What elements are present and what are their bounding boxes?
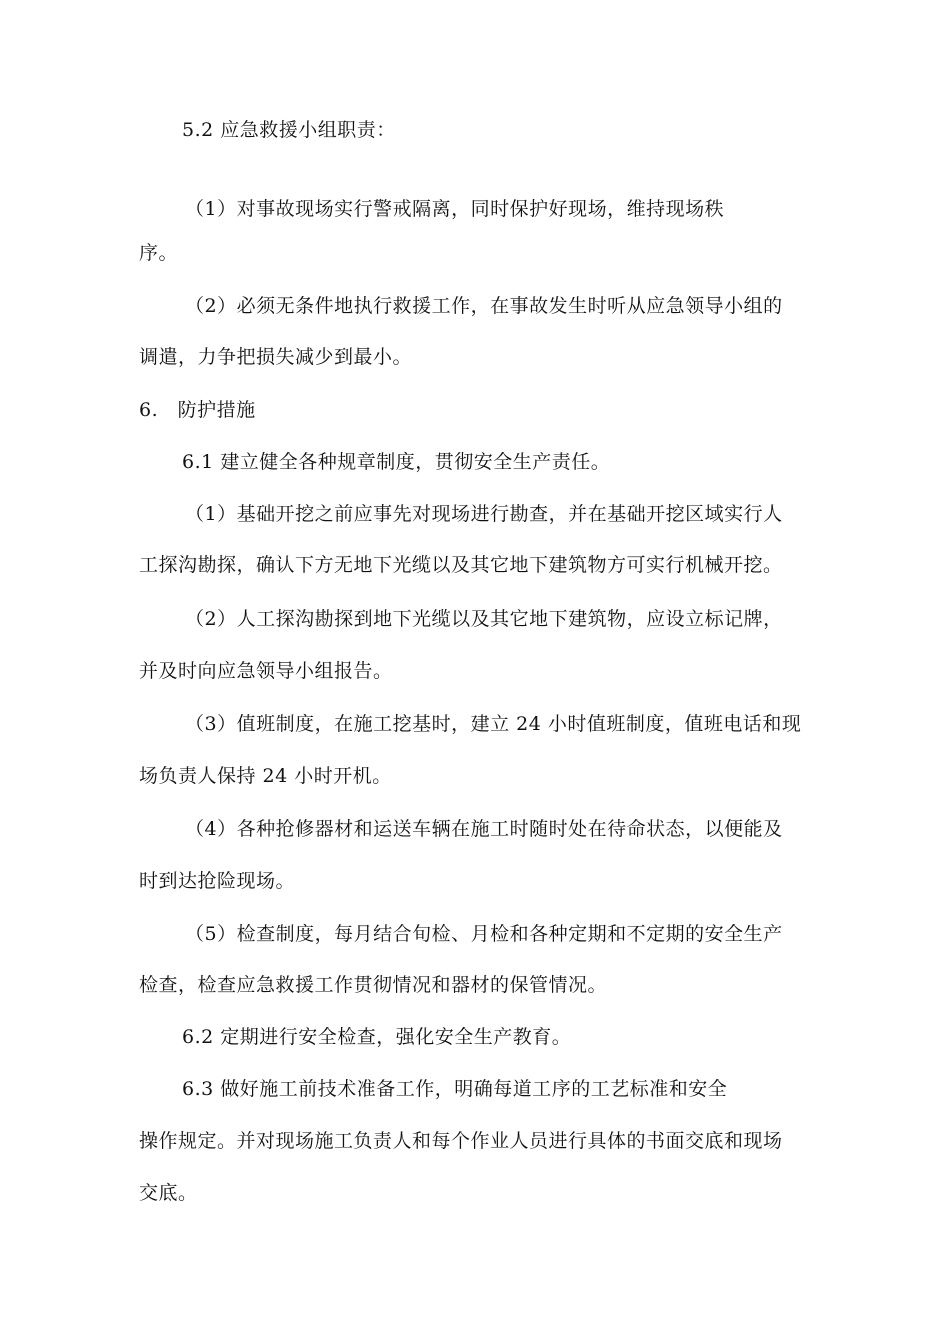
- paragraph-6-1-item-1: （1）基础开挖之前应事先对现场进行勘查，并在基础开挖区域实行人: [185, 503, 783, 525]
- paragraph-6-3: 6.3 做好施工前技术准备工作，明确每道工序的工艺标准和安全: [182, 1078, 728, 1100]
- paragraph-6-1-item-4-cont: 时到达抢险现场。: [139, 870, 296, 892]
- paragraph-6-1-item-5-cont: 检查，检查应急救援工作贯彻情况和器材的保管情况。: [139, 974, 608, 996]
- paragraph-6-1-item-2-cont: 并及时向应急领导小组报告。: [139, 660, 393, 682]
- paragraph-5-2-item-1-cont: 序。: [139, 242, 179, 264]
- paragraph-5-2-item-1: （1）对事故现场实行警戒隔离，同时保护好现场，维持现场秩: [185, 198, 725, 220]
- paragraph-6-1-item-5: （5）检查制度，每月结合旬检、月检和各种定期和不定期的安全生产: [185, 923, 783, 945]
- paragraph-6-3-cont-1: 操作规定。并对现场施工负责人和每个作业人员进行具体的书面交底和现场: [139, 1130, 783, 1152]
- paragraph-6-3-cont-2: 交底。: [139, 1182, 198, 1204]
- paragraph-6-1-item-1-cont: 工探沟勘探，确认下方无地下光缆以及其它地下建筑物方可实行机械开挖。: [139, 554, 783, 576]
- section-5-2-heading: 5.2 应急救援小组职责：: [182, 119, 396, 141]
- paragraph-6-1-item-4: （4）各种抢修器材和运送车辆在施工时随时处在待命状态，以便能及: [185, 818, 783, 840]
- paragraph-6-1-item-3: （3）值班制度，在施工挖基时，建立 24 小时值班制度，值班电话和现: [185, 713, 802, 735]
- section-6-heading: 6. 防护措施: [139, 399, 256, 421]
- section-6-2-heading: 6.2 定期进行安全检查，强化安全生产教育。: [182, 1026, 572, 1048]
- section-6-1-heading: 6.1 建立健全各种规章制度，贯彻安全生产责任。: [182, 451, 611, 473]
- paragraph-6-1-item-3-cont: 场负责人保持 24 小时开机。: [139, 765, 392, 787]
- paragraph-5-2-item-2: （2）必须无条件地执行救援工作，在事故发生时听从应急领导小组的: [185, 295, 783, 317]
- paragraph-6-1-item-2: （2）人工探沟勘探到地下光缆以及其它地下建筑物，应设立标记牌，: [185, 608, 783, 630]
- paragraph-5-2-item-2-cont: 调遣，力争把损失减少到最小。: [139, 346, 413, 368]
